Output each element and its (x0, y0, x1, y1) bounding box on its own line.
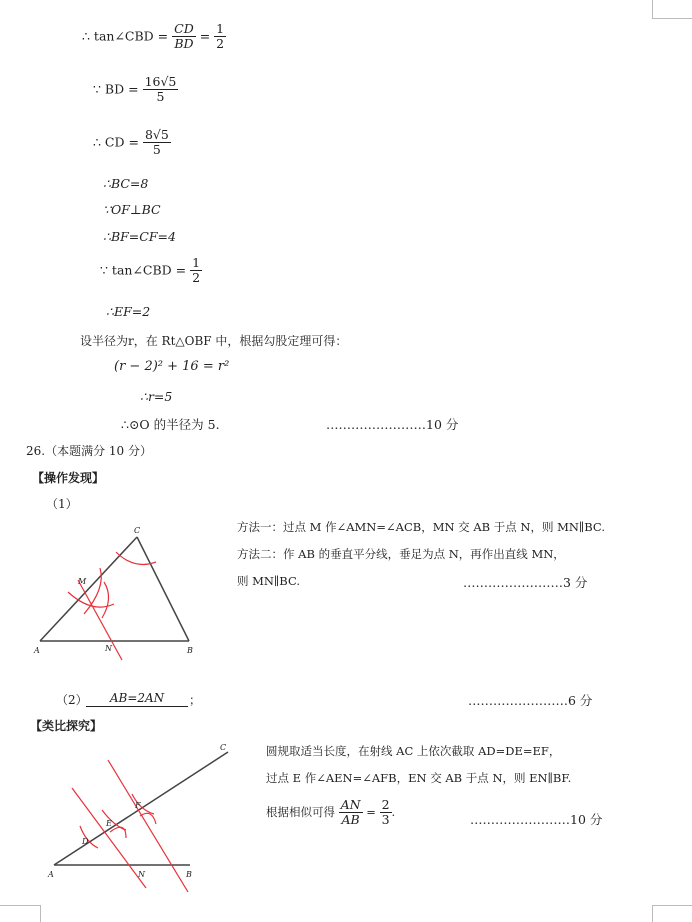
equation-line: (r − 2)² + 16 = r² (114, 359, 230, 374)
bf-line: ∴BF=CF=4 (103, 229, 176, 244)
section-operation-discovery: 【操作发现】 (32, 471, 105, 485)
label-n: N (105, 644, 112, 653)
score-6-marker: ……………………6 分 (468, 693, 593, 708)
label-m: M (78, 577, 87, 586)
score-10-marker: ……………………10 分 (326, 417, 459, 432)
figure-2-ray-construction (40, 740, 240, 910)
ef-line: ∴EF=2 (106, 304, 151, 319)
r-value-line: ∴r=5 (140, 389, 173, 404)
part-2-answer-end: ； (189, 693, 202, 707)
radius-conclusion-line: ∴⊙O 的半径为 5. (121, 417, 220, 432)
label-a: A (34, 646, 40, 655)
bc-line: ∴BC=8 (103, 176, 149, 191)
label-n2: N (138, 870, 145, 879)
label-b: B (187, 646, 193, 655)
tan-cbd-line: ∴ tan∠CBD = $\frac{CD}{BD}$ = $\frac{1}{2}$ (82, 21, 225, 52)
part-2-label: （2） (56, 693, 88, 707)
label-f2: F (135, 801, 141, 810)
tan-cbd-line-2: ∵ tan∠CBD = $\frac{1}{2}$ (100, 255, 201, 286)
method-two-cont: 则 MN∥BC. (237, 574, 301, 588)
side-bc (137, 537, 189, 641)
arc-f-angle (140, 813, 156, 824)
fraction-one-half: $\frac{1}{2}$ (216, 21, 225, 52)
bd-line: ∵ BD = $\frac{16√5}{5}$ (93, 74, 177, 105)
ray-ac (54, 752, 228, 865)
fraction-cd-value: $\frac{8√5}{5}$ (144, 127, 169, 158)
crop-mark (652, 18, 692, 19)
label-a2: A (48, 870, 54, 879)
section-analogy-exploration: 【类比探究】 (30, 719, 103, 733)
analogy-step-3: 根据相似可得 $\frac{AN}{AB}$ = $\frac{2}{3}$ . (266, 797, 396, 828)
cd-line: ∴ CD = $\frac{8√5}{5}$ (93, 127, 169, 158)
figure-1-triangle (30, 522, 200, 662)
method-one-text: 方法一：过点 M 作∠AMN=∠ACB，MN 交 AB 于点 N，则 MN∥BC. (237, 520, 605, 534)
crop-mark (652, 905, 692, 906)
side-ac (40, 537, 137, 641)
analogy-step-2: 过点 E 作∠AEN=∠AFB，EN 交 AB 于点 N，则 EN∥BF. (266, 771, 572, 785)
radius-setup-line: 设半径为r，在 Rt△OBF 中，根据勾股定理可得： (80, 334, 348, 348)
arc-m-3 (102, 582, 109, 618)
of-line: ∵OF⊥BC (103, 202, 161, 217)
fraction-one-half-2: $\frac{1}{2}$ (192, 255, 201, 286)
label-e2: E (106, 819, 112, 828)
fraction-two-thirds: $\frac{2}{3}$ (381, 797, 390, 828)
label-c2: C (220, 743, 227, 752)
score-10b-marker: ……………………10 分 (470, 812, 603, 827)
part-2-answer: AB=2AN (86, 691, 188, 707)
crop-mark (652, 905, 653, 922)
crop-mark (0, 905, 40, 906)
fraction-an-ab: $\frac{AN}{AB}$ (340, 797, 361, 828)
line-fb (108, 760, 188, 892)
label-b2: B (186, 870, 192, 879)
method-two-text: 方法二：作 AB 的垂直平分线，垂足为点 N，再作出直线 MN， (237, 547, 565, 561)
fraction-cd-bd: $\frac{CD}{BD}$ (174, 21, 194, 52)
score-3-marker: ……………………3 分 (463, 575, 588, 590)
arc-e-angle (110, 827, 126, 838)
analogy-step-1: 圆规取适当长度，在射线 AC 上依次截取 AD=DE=EF， (266, 744, 561, 758)
fraction-bd-value: $\frac{16√5}{5}$ (144, 74, 177, 105)
question-26-title: 26.（本题满分 10 分） (26, 444, 152, 458)
crop-mark (652, 0, 653, 18)
line-mn (78, 580, 122, 660)
label-d2: D (82, 837, 89, 846)
label-c: C (134, 526, 141, 535)
part-1-label: （1） (46, 497, 78, 511)
